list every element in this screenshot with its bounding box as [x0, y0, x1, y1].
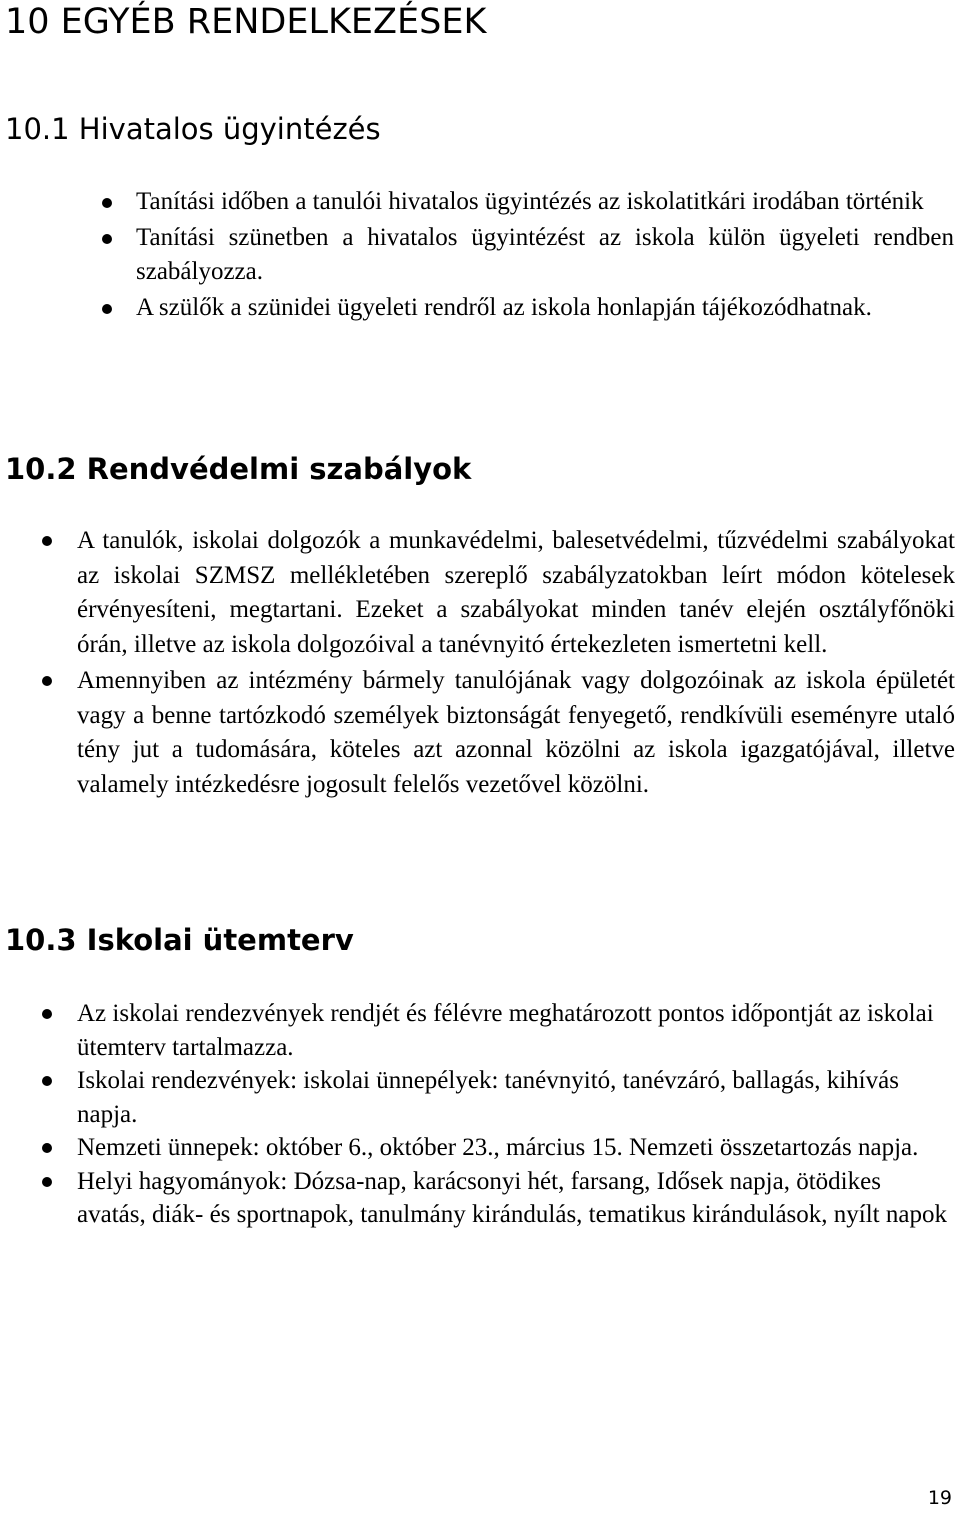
- bullet-icon: [102, 234, 112, 244]
- section-title-hivatalos-ugyintezes: 10.1 Hivatalos ügyintézés: [5, 112, 381, 146]
- list-item: [136, 221, 954, 289]
- list-item-text: Nemzeti ünnepek: október 6., október 23., március 15. Nemzeti összetartozás napja.: [77, 1134, 919, 1161]
- list-item-text: Tanítási szünetben a hivatalos ügyintézést az iskola külön ügyeleti rendben szabályozza.: [136, 224, 954, 285]
- page-number: 19: [927, 1487, 952, 1509]
- chapter-title: 10 EGYÉB RENDELKEZÉSEK: [5, 2, 487, 42]
- bullet-icon: [42, 1076, 52, 1086]
- bullet-icon: [42, 536, 52, 546]
- list-item-text: Iskolai rendezvények: iskolai ünnepélyek: tanévnyitó, tanévzáró, ballagás, kihívás napja.: [77, 1067, 899, 1128]
- list-item: [77, 1131, 955, 1165]
- bullet-list-rendvedelmi-szabalyok: [77, 524, 955, 804]
- list-item: [77, 1064, 955, 1131]
- list-item-text: Helyi hagyományok: Dózsa-nap, karácsonyi hét, farsang, Idősek napja, ötödikes avatás, diák- és sportnapok, tanulmány kirándulás, tematikus kirándulások, nyílt napok: [77, 1167, 947, 1228]
- bullet-icon: [102, 304, 112, 314]
- list-item-text: Tanítási időben a tanulói hivatalos ügyintézés az iskolatitkári irodában történik: [136, 188, 924, 215]
- list-item-text: Amennyiben az intézmény bármely tanulójának vagy dolgozóinak az iskola épületét vagy a benne tartózkodó személyek biztonságát fenyegető, rendkívüli eseményre utaló tény jut a tudomására, köteles azt azonnal közölni az iskola igazgatójával, illetve valamely intézkedésre jogosult felelős vezetővel közölni.: [77, 667, 955, 798]
- bullet-icon: [42, 1177, 52, 1187]
- list-item: [77, 524, 955, 662]
- list-item-text: A szülők a szünidei ügyeleti rendről az iskola honlapján tájékozódhatnak.: [136, 294, 872, 321]
- list-item: [77, 1165, 955, 1232]
- list-item: [136, 185, 954, 219]
- section-title-iskolai-utemterv: 10.3 Iskolai ütemterv: [5, 923, 354, 957]
- list-item-text: Az iskolai rendezvények rendjét és félévre meghatározott pontos időpontját az iskolai ütemterv tartalmazza.: [77, 1000, 934, 1061]
- bullet-icon: [42, 676, 52, 686]
- bullet-icon: [42, 1009, 52, 1019]
- list-item: [77, 997, 955, 1064]
- list-item-text: A tanulók, iskolai dolgozók a munkavédelmi, balesetvédelmi, tűzvédelmi szabályokat az iskolai SZMSZ mellékletében szereplő szabályzatokban leírt módon kötelesek érvényesíteni, megtartani. Ezeket a szabályokat minden tanév elején osztályfőnöki órán, illetve az iskola dolgozóival a tanévnyitó értekezleten ismertetni kell.: [77, 527, 955, 658]
- bullet-icon: [102, 198, 112, 208]
- bullet-icon: [42, 1143, 52, 1153]
- bullet-list-hivatalos-ugyintezes: [136, 185, 954, 327]
- list-item: [77, 664, 955, 802]
- list-item: [136, 291, 954, 325]
- bullet-list-iskolai-utemterv: [77, 997, 955, 1232]
- section-title-rendvedelmi-szabalyok: 10.2 Rendvédelmi szabályok: [5, 452, 472, 486]
